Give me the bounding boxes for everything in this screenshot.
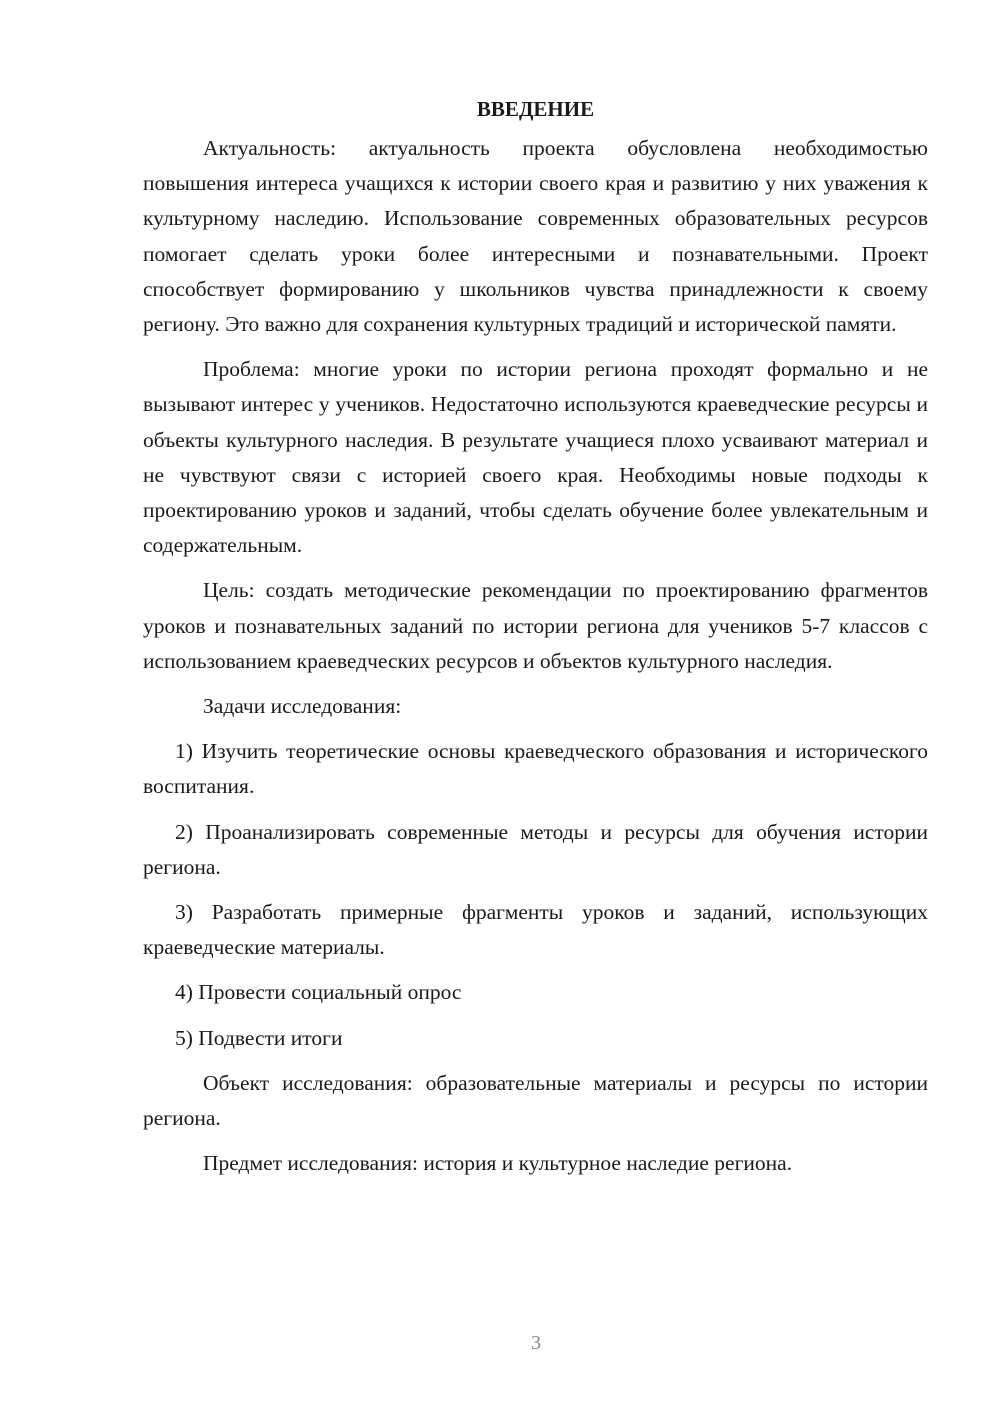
task-item-5: 5) Подвести итоги <box>175 1025 343 1050</box>
paragraph-goal: Цель: создать методические рекомендации по проектированию фрагментов уроков и познавательных заданий по истории региона для учеников 5-7 классов с использованием краеведческих ресурсов и объектов культурного наследия. <box>143 578 928 673</box>
page-number: 3 <box>531 1332 541 1354</box>
paragraph-relevance: Актуальность: актуальность проекта обусловлена необходимостью повышения интереса учащихся к истории своего края и развитию у них уважения к культурному наследию. Использование современных образовательных ресурсов помогает сделать уроки более интересными и познавательными. Проект способствует формированию у школьников чувства принадлежности к своему региону. Это важно для сохранения культурных традиций и исторической памяти. <box>143 136 928 337</box>
task-item-3: 3) Разработать примерные фрагменты уроков и заданий, использующих краеведческие материалы. <box>143 900 928 960</box>
tasks-heading: Задачи исследования: <box>203 694 402 719</box>
paragraph-object: Объект исследования: образовательные материалы и ресурсы по истории региона. <box>143 1070 928 1131</box>
task-item-1: 1) Изучить теоретические основы краеведческого образования и исторического воспитания. <box>143 739 928 799</box>
document-title: ВВЕДЕНИЕ <box>476 97 595 121</box>
document-page <box>143 92 928 1191</box>
paragraph-subject: Предмет исследования: история и культурное наследие региона. <box>203 1151 793 1176</box>
paragraph-problem: Проблема: многие уроки по истории региона проходят формально и не вызывают интерес у учеников. Недостаточно используются краеведческие ресурсы и объекты культурного наследия. В результате учащиеся плохо усваивают материал и не чувствуют связи с историей своего края. Необходимы новые подходы к проектированию уроков и заданий, чтобы сделать обучение более увлекательным и содержательным. <box>143 357 928 558</box>
task-item-4: 4) Провести социальный опрос <box>175 980 462 1005</box>
task-item-2: 2) Проанализировать современные методы и ресурсы для обучения истории региона. <box>143 819 928 879</box>
